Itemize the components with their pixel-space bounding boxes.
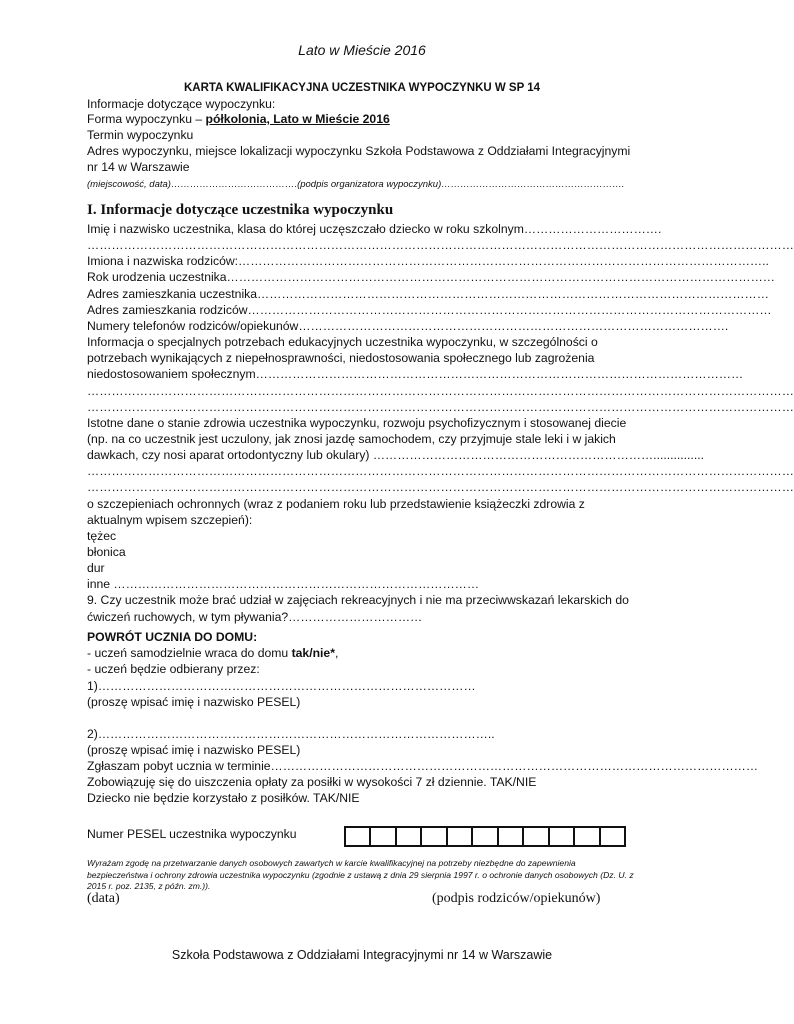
section-1-line: 9. Czy uczestnik może brać udział w zajęciach rekreacyjnych i nie ma przeciwwskazań lekarskich do [87, 593, 629, 608]
pesel-digit-cell[interactable] [524, 828, 549, 845]
section-1-line[interactable]: ………………………………………………………………………………………………………………………………………………………… [87, 383, 794, 398]
section-1-line: potrzebach wynikających z niepełnosprawności, niedostosowania społecznego lub zagrożenia [87, 351, 595, 366]
footer-text: Szkoła Podstawowa z Oddziałami Integracyjnymi nr 14 w Warszawie [171, 948, 553, 962]
self-return-choice: tak/nie* [291, 646, 335, 660]
consent-text: Wyrażam zgodę na przetwarzanie danych osobowych zawartych w karcie kwalifikacyjnej na potrzeby niezbędne do zapewnienia bezpieczeństwa i ochrony zdrowia uczestnika wypoczynku (zgodnie z ustawą z dnia 29 sierpnia 1997 r. o ochronie danych osobowych (Dz. U. z 2015 r. poz. 2135, z późn. zm.)). [87, 858, 634, 891]
pesel-label: Numer PESEL uczestnika wypoczynku [87, 827, 297, 841]
person-2-field[interactable]: 2)…………………………………………………………………………………….. [87, 727, 495, 741]
form-header: KARTA KWALIFIKACYJNA UCZESTNIKA WYPOCZYNKU W SP 14 [183, 82, 541, 94]
return-heading: POWRÓT UCZNIA DO DOMU: [87, 630, 258, 644]
section-1-line[interactable]: Imię i nazwisko uczestnika, klasa do której uczęszczało dziecko w roku szkolnym……………………………. [87, 222, 662, 236]
section-1-line: Informacja o specjalnych potrzebach edukacyjnych uczestnika wypoczynku, w szczególności o [87, 335, 598, 350]
self-return-line [87, 645, 637, 661]
section-1-line[interactable]: ćwiczeń ruchowych, w tym pływania?…………………………… [87, 609, 423, 624]
no-meal-line: Dziecko nie będzie korzystało z posiłków. TAK/NIE [87, 791, 360, 805]
self-return-prefix: - uczeń samodzielnie wraca do domu [87, 646, 292, 660]
section-1-heading: I. Informacje dotyczące uczestnika wypoczynku [87, 202, 394, 218]
pesel-digit-cell[interactable] [346, 828, 371, 845]
pesel-digit-cell[interactable] [473, 828, 498, 845]
organizer-sign-line: (miejscowość, data)………………………………….(podpis organizatora wypoczynku)…………………………………………………. [87, 179, 625, 190]
person-1-hint: (proszę wpisać imię i nazwisko PESEL) [87, 695, 301, 709]
forma-line [87, 111, 637, 127]
pesel-digit-cell[interactable] [371, 828, 396, 845]
pesel-digit-cell[interactable] [575, 828, 600, 845]
meal-payment-line: Zobowiązuję się do uiszczenia opłaty za posiłki w wysokości 7 zł dziennie. TAK/NIE [87, 775, 537, 789]
section-1-line[interactable]: Numery telefonów rodziców/opiekunów……………………………………………………………………………………………. [87, 318, 729, 333]
section-1-line[interactable]: Adres zamieszkania rodziców………………………………………………………………………………………………………………… [87, 302, 772, 317]
signature-parents: (podpis rodziców/opiekunów) [432, 891, 601, 906]
self-return-suffix: , [334, 646, 339, 660]
pesel-digit-cell[interactable] [499, 828, 524, 845]
section-1-line[interactable]: Rok urodzenia uczestnika……………………………………………………………………………………………………………………… [87, 270, 775, 285]
section-1-line: o szczepieniach ochronnych (wraz z podaniem roku lub przedstawienie książeczki zdrowia z [87, 496, 585, 511]
section-1-line[interactable]: Adres zamieszkania uczestnika……………………………………………………………………………………………………………… [87, 286, 769, 301]
section-1-line: (np. na co uczestnik jest uczulony, jak znosi jazdę samochodem, czy przyjmuje stale leki i w jakich [87, 431, 616, 446]
section-1-line[interactable]: niedostosowaniem społecznym………………………………………………………………………………………………………… [87, 367, 744, 382]
forma-value: półkolonia, Lato w Mieście 2016 [205, 112, 390, 126]
pesel-input-grid[interactable] [344, 826, 626, 847]
adres-line-1: Adres wypoczynku, miejsce lokalizacji wypoczynku Szkoła Podstawowa z Oddziałami Integracyjnymi [87, 144, 631, 158]
section-1-line[interactable]: ………………………………………………………………………………………………………………………………………………………… [87, 238, 794, 253]
forma-prefix: Forma wypoczynku – [87, 112, 206, 126]
termin-line: Termin wypoczynku [87, 128, 194, 142]
section-1-line: aktualnym wpisem szczepień): [87, 512, 253, 527]
pesel-digit-cell[interactable] [601, 828, 624, 845]
section-1-line: dur [87, 561, 105, 576]
section-1-line[interactable]: ………………………………………………………………………………………………………………………………………………………… [87, 464, 794, 479]
pesel-digit-cell[interactable] [448, 828, 473, 845]
person-2-hint: (proszę wpisać imię i nazwisko PESEL) [87, 743, 301, 757]
section-1-line: tężec [87, 528, 117, 543]
section-1-line[interactable]: inne ……………………………………………………………………………… [87, 577, 480, 592]
section-1-line: błonica [87, 545, 126, 559]
pesel-digit-cell[interactable] [550, 828, 575, 845]
section-1-line[interactable]: ………………………………………………………………………………………………………………………………………………………… [87, 399, 794, 414]
section-1-line[interactable]: dawkach, czy nosi aparat ortodontyczny lub okulary) ……………………………………………………………............... [87, 448, 704, 463]
section-1-line: Istotne dane o stanie zdrowia uczestnika wypoczynku, rozwoju psychofizycznym i stosowanej diecie [87, 415, 627, 430]
stay-term-field[interactable]: Zgłaszam pobyt ucznia w terminie………………………………………………………………………………………………………… [87, 759, 759, 773]
adres-line-2: nr 14 w Warszawie [87, 160, 190, 174]
info-heading: Informacje dotyczące wypoczynku: [87, 97, 276, 111]
section-1-line[interactable]: ………………………………………………………………………………………………………………………………………………………… [87, 480, 794, 495]
pesel-digit-cell[interactable] [397, 828, 422, 845]
pesel-digit-cell[interactable] [422, 828, 447, 845]
signature-date: (data) [87, 891, 120, 906]
section-1-line[interactable]: Imiona i nazwiska rodziców:………………………………………………………………………………………………………………….. [87, 254, 769, 269]
person-1-field[interactable]: 1)………………………………………………………………………………… [87, 679, 476, 693]
page-title: Lato w Mieście 2016 [298, 42, 426, 58]
picked-up-line: - uczeń będzie odbierany przez: [87, 662, 260, 676]
